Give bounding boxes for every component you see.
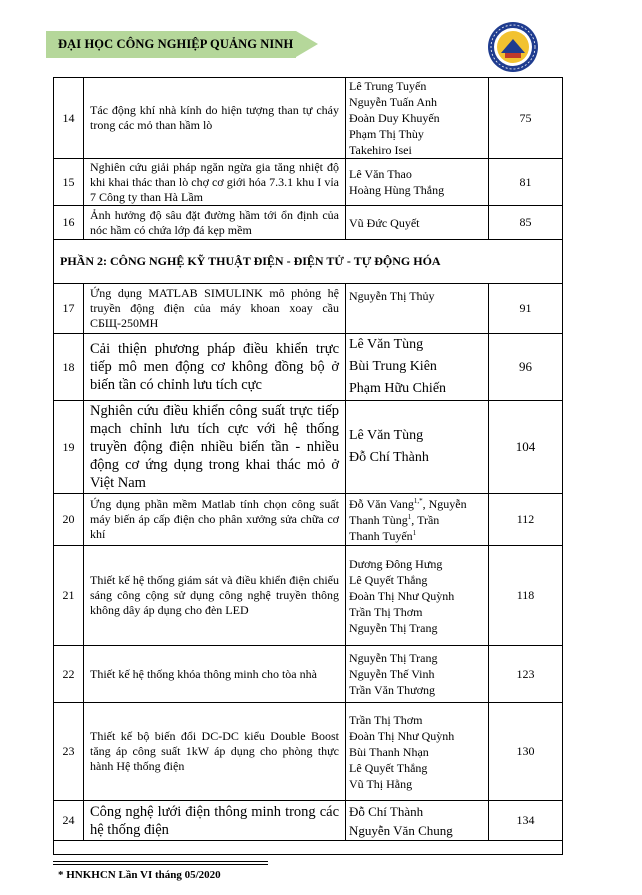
- author-name: Dương Đông Hưng: [349, 556, 443, 571]
- row-number: 17: [54, 284, 84, 334]
- authors-cell: [346, 284, 489, 334]
- authors-cell: [346, 159, 489, 206]
- page-number: 81: [489, 159, 563, 206]
- author-name: Nguyễn Thị Trang: [349, 620, 438, 635]
- footer-rule: [53, 861, 268, 862]
- table-row: [54, 401, 563, 494]
- authors-cell: [346, 703, 489, 801]
- author-name: Đoàn Duy Khuyến: [349, 111, 440, 125]
- table-row: [54, 78, 563, 159]
- author-name: Takehiro Isei: [349, 143, 412, 157]
- row-number: 16: [54, 206, 84, 240]
- table-row: [54, 546, 563, 646]
- row-number: 18: [54, 334, 84, 401]
- author-name: Bùi Thanh Nhạn: [349, 744, 429, 759]
- header-banner: [46, 31, 296, 58]
- author-name: Trần Thị Thơm: [349, 604, 423, 619]
- author-name: Vũ Đức Quyết: [349, 215, 420, 230]
- authors-cell: [346, 546, 489, 646]
- author-name: Nguyễn Tuấn Anh: [349, 95, 438, 109]
- page-number: 85: [489, 206, 563, 240]
- paper-title: Ứng dụng MATLAB SIMULINK mô phỏng hệ truyền động điện của máy khoan xoay cầu СБЩ-250МН: [84, 284, 346, 334]
- paper-title: Thiết kế hệ thống giám sát và điều khiển điện chiếu sáng công cộng sử dụng công nghệ truyền thông không dây áp dụng cho đèn LED: [84, 546, 346, 646]
- author-name: Thanh Tuyến: [349, 528, 413, 543]
- page-number: 130: [489, 703, 563, 801]
- table-row: [54, 703, 563, 801]
- author-separator: , Trần: [411, 512, 440, 527]
- author-name: Lê Trung Tuyến: [349, 79, 427, 93]
- page-number: 104: [489, 401, 563, 494]
- paper-title: Tác động khí nhà kính do hiện tượng than tự cháy trong các mỏ than hầm lò: [84, 78, 346, 159]
- author-name: Trần Văn Thương: [349, 683, 435, 697]
- authors-cell: [346, 494, 489, 546]
- page-number: 75: [489, 78, 563, 159]
- affiliation-mark: 1: [412, 528, 417, 537]
- row-number: 14: [54, 78, 84, 159]
- paper-title: Thiết kế hệ thống khóa thông minh cho tòa nhà: [84, 646, 346, 703]
- row-number: 21: [54, 546, 84, 646]
- affiliation-mark: 1: [407, 512, 412, 521]
- paper-title: Cải thiện phương pháp điều khiển trực tiếp mô men động cơ không đồng bộ ở biến tần có chỉnh lưu tích cực: [84, 334, 346, 401]
- author-separator: , Nguyễn: [422, 496, 467, 511]
- contents-table: [53, 77, 563, 855]
- affiliation-mark: 1,*: [413, 496, 423, 505]
- author-name: Lê Văn Tùng: [349, 337, 424, 352]
- page-number: 134: [489, 801, 563, 841]
- paper-title: Công nghệ lưới điện thông minh trong các hệ thống điện: [84, 801, 346, 841]
- author-name: Đỗ Văn Vang: [349, 496, 414, 511]
- author-name: Bùi Trung Kiên: [349, 359, 437, 374]
- row-number: 23: [54, 703, 84, 801]
- page-number: 96: [489, 334, 563, 401]
- section-row: [54, 240, 563, 284]
- author-name: Lê Văn Thao: [349, 167, 412, 181]
- author-name: Hoàng Hùng Thắng: [349, 183, 445, 197]
- paper-title: Thiết kế bộ biến đổi DC-DC kiểu Double Boost tăng áp công suất 1kW áp dụng cho phòng thực hành Hệ thống điện: [84, 703, 346, 801]
- row-number: 24: [54, 801, 84, 841]
- author-name: Nguyễn Thị Thủy: [349, 289, 435, 303]
- table-row: [54, 334, 563, 401]
- author-name: Thanh Tùng: [349, 512, 408, 527]
- authors-cell: [346, 206, 489, 240]
- table-row: [54, 284, 563, 334]
- table-row: [54, 646, 563, 703]
- authors-cell: [346, 646, 489, 703]
- row-number: 20: [54, 494, 84, 546]
- authors-cell: [346, 78, 489, 159]
- author-name: Lê Văn Tùng: [349, 428, 424, 443]
- author-name: Lê Quyết Thắng: [349, 760, 428, 775]
- author-name: Nguyễn Thế Vinh: [349, 667, 435, 681]
- footer-note: * HNKHCN Lần VI tháng 05/2020: [58, 869, 221, 881]
- author-name: Phạm Hữu Chiến: [349, 381, 447, 396]
- page-number: 91: [489, 284, 563, 334]
- table-row: [54, 801, 563, 841]
- author-name: Trần Thị Thơm: [349, 712, 423, 727]
- paper-title: Nghiên cứu giải pháp ngăn ngừa gia tăng nhiệt độ khi khai thác than lò chợ cơ giới hóa 7.3.1 khu I vỉa 7 Công ty than Hà Lầm: [84, 159, 346, 206]
- author-name: Vũ Thị Hằng: [349, 776, 413, 791]
- authors-cell: [346, 801, 489, 841]
- page-number: 118: [489, 546, 563, 646]
- university-logo-icon: [487, 21, 539, 73]
- empty-cell: [54, 841, 563, 855]
- author-name: Nguyễn Thị Trang: [349, 651, 438, 665]
- row-number: 15: [54, 159, 84, 206]
- authors-cell: [346, 401, 489, 494]
- table-row: [54, 494, 563, 546]
- paper-title: Ứng dụng phần mềm Matlab tính chọn công suất máy biến áp cấp điện cho phân xưởng sửa chữa cơ khí: [84, 494, 346, 546]
- university-title: ĐẠI HỌC CÔNG NGHIỆP QUẢNG NINH: [58, 37, 294, 51]
- authors-cell: [346, 334, 489, 401]
- author-name: Nguyễn Văn Chung: [349, 822, 453, 838]
- paper-title: Nghiên cứu điều khiển công suất trực tiếp mạch chỉnh lưu tích cực với hệ thống truyền động điện nhiều biến tần - nhiều động cơ ứng dụng trong khai thác mỏ ở Việt Nam: [84, 401, 346, 494]
- footer-rule: [53, 864, 268, 865]
- section-heading: PHẦN 2: CÔNG NGHỆ KỸ THUẬT ĐIỆN - ĐIỆN TỬ - TỰ ĐỘNG HÓA: [54, 240, 563, 284]
- author-name: Đoàn Thị Như Quỳnh: [349, 588, 455, 603]
- table-row: [54, 206, 563, 240]
- author-name: Đỗ Chí Thành: [349, 450, 429, 465]
- page-number: 112: [489, 494, 563, 546]
- row-number: 19: [54, 401, 84, 494]
- table-row: [54, 159, 563, 206]
- table-row-empty: [54, 841, 563, 855]
- author-name: Đoàn Thị Như Quỳnh: [349, 728, 455, 743]
- author-name: Phạm Thị Thùy: [349, 127, 424, 141]
- author-name: Lê Quyết Thắng: [349, 572, 428, 587]
- page-number: 123: [489, 646, 563, 703]
- author-name: Đỗ Chí Thành: [349, 803, 424, 819]
- paper-title: Ảnh hưởng độ sâu đặt đường hầm tới ổn định của nóc hầm có chứa lớp đá kẹp mềm: [84, 206, 346, 240]
- row-number: 22: [54, 646, 84, 703]
